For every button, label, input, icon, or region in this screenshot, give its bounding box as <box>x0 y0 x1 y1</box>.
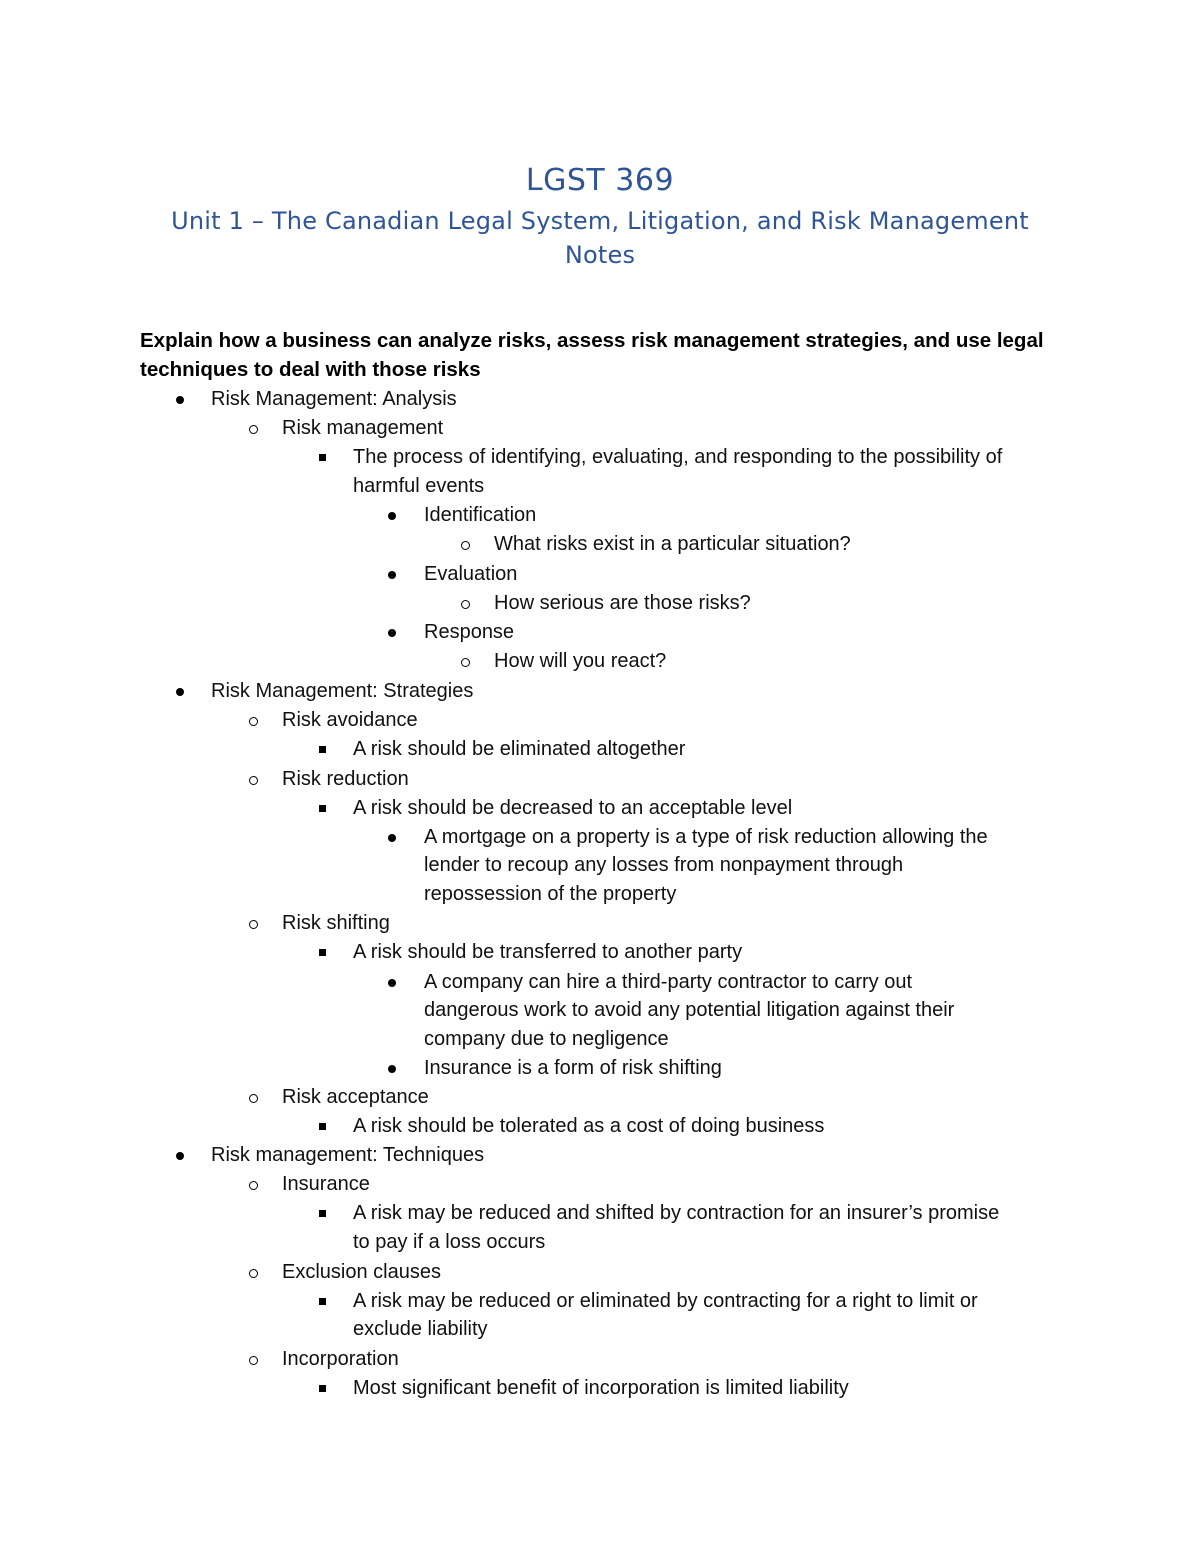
bullet-disc-icon <box>176 1152 184 1160</box>
bullet-square-icon <box>319 1385 326 1392</box>
outline-item-9: Risk Management: Strategies <box>211 680 474 702</box>
bullet-circle-icon <box>461 600 470 609</box>
document-title: LGST 369 <box>525 163 675 198</box>
outline-item-5: Evaluation <box>424 563 518 585</box>
outline-item-17-cont: dangerous work to avoid any potential litigation against their <box>424 999 955 1021</box>
bullet-disc-icon <box>388 629 396 637</box>
outline-item-27: Most significant benefit of incorporation is limited liability <box>353 1377 849 1399</box>
bullet-disc-icon <box>388 834 396 842</box>
bullet-disc-icon <box>176 688 184 696</box>
outline-item-23-cont: to pay if a loss occurs <box>353 1231 546 1253</box>
bullet-disc-icon <box>388 571 396 579</box>
outline-item-13: A risk should be decreased to an acceptable level <box>353 797 793 819</box>
outline-item-25-cont: exclude liability <box>353 1318 488 1340</box>
outline-item-15: Risk shifting <box>282 912 390 934</box>
bullet-circle-icon <box>249 1356 258 1365</box>
bullet-disc-icon <box>388 512 396 520</box>
outline-item-25: A risk may be reduced or eliminated by contracting for a right to limit or <box>353 1290 978 1312</box>
heading-line-2: techniques to deal with those risks <box>140 358 481 381</box>
outline-item-14-cont2: repossession of the property <box>424 883 677 905</box>
outline-item-12: Risk reduction <box>282 768 409 790</box>
bullet-circle-icon <box>249 776 258 785</box>
outline-item-8: How will you react? <box>494 650 667 672</box>
outline-item-24: Exclusion clauses <box>282 1261 441 1283</box>
outline-item-10: Risk avoidance <box>282 709 418 731</box>
outline-item-26: Incorporation <box>282 1348 399 1370</box>
bullet-circle-icon <box>249 717 258 726</box>
bullet-square-icon <box>319 1210 326 1217</box>
outline-item-4: What risks exist in a particular situation? <box>494 533 851 555</box>
outline-item-11: A risk should be eliminated altogether <box>353 738 686 760</box>
outline-item-22: Insurance <box>282 1173 370 1195</box>
bullet-disc-icon <box>388 1065 396 1073</box>
bullet-square-icon <box>319 805 326 812</box>
subtitle-line-1: Unit 1 – The Canadian Legal System, Litigation, and Risk Management <box>171 207 1029 235</box>
bullet-square-icon <box>319 746 326 753</box>
bullet-circle-icon <box>249 920 258 929</box>
bullet-circle-icon <box>461 541 470 550</box>
outline-item-1: Risk management <box>282 417 444 439</box>
outline-item-17-cont2: company due to negligence <box>424 1028 669 1050</box>
bullet-circle-icon <box>461 658 470 667</box>
outline-item-18: Insurance is a form of risk shifting <box>424 1057 722 1079</box>
section-heading <box>140 326 1080 384</box>
outline-item-17: A company can hire a third-party contractor to carry out <box>424 971 912 993</box>
outline-item-14-cont: lender to recoup any losses from nonpayment through <box>424 854 904 876</box>
subtitle-line-2: Notes <box>564 241 636 269</box>
outline-item-2-cont: harmful events <box>353 475 485 497</box>
bullet-disc-icon <box>176 396 184 404</box>
outline-item-3: Identification <box>424 504 537 526</box>
document-subtitle <box>140 204 1060 272</box>
bullet-square-icon <box>319 454 326 461</box>
bullet-square-icon <box>319 949 326 956</box>
bullet-circle-icon <box>249 1269 258 1278</box>
outline-item-7: Response <box>424 621 515 643</box>
outline-item-21: Risk management: Techniques <box>211 1144 485 1166</box>
outline-item-2: The process of identifying, evaluating, and responding to the possibility of <box>353 446 1003 468</box>
bullet-circle-icon <box>249 1181 258 1190</box>
outline-item-0: Risk Management: Analysis <box>211 388 457 410</box>
bullet-square-icon <box>319 1123 326 1130</box>
outline-item-14: A mortgage on a property is a type of risk reduction allowing the <box>424 826 988 848</box>
outline-item-6: How serious are those risks? <box>494 592 751 614</box>
outline-item-23: A risk may be reduced and shifted by contraction for an insurer’s promise <box>353 1202 1000 1224</box>
bullet-circle-icon <box>249 1094 258 1103</box>
bullet-square-icon <box>319 1298 326 1305</box>
outline-item-16: A risk should be transferred to another party <box>353 941 743 963</box>
outline-item-19: Risk acceptance <box>282 1086 429 1108</box>
heading-line-1: Explain how a business can analyze risks, assess risk management strategies, and use legal <box>140 329 1044 352</box>
outline-item-20: A risk should be tolerated as a cost of doing business <box>353 1115 825 1137</box>
bullet-circle-icon <box>249 425 258 434</box>
bullet-disc-icon <box>388 979 396 987</box>
